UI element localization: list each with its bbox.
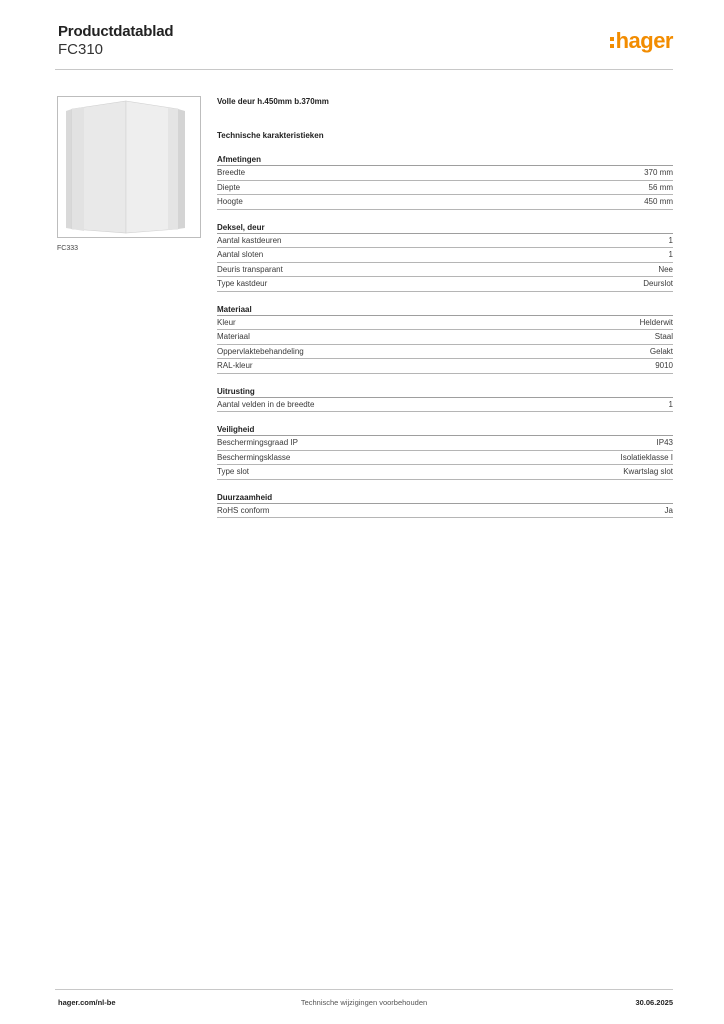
spec-section <box>217 221 673 292</box>
spec-label: RoHS conform <box>217 505 270 515</box>
spec-label: Aantal velden in de breedte <box>217 399 315 409</box>
spec-row <box>217 277 673 292</box>
product-code: FC310 <box>58 41 104 58</box>
spec-row <box>217 345 673 360</box>
spec-section <box>217 491 673 519</box>
document-title: Productdatablad <box>58 23 174 40</box>
section-title: Materiaal <box>217 303 673 316</box>
logo-text: hager <box>615 28 673 53</box>
spec-value: Helderwit <box>639 317 673 327</box>
spec-row <box>217 451 673 466</box>
page-footer <box>55 989 673 1013</box>
spec-section <box>217 423 673 480</box>
product-description: Volle deur h.450mm b.370mm <box>217 97 329 106</box>
cabinet-door-image <box>58 97 200 237</box>
spec-value: Deurslot <box>643 279 673 288</box>
image-caption: FC333 <box>57 245 79 252</box>
spec-label: Beschermingsgraad IP <box>217 438 298 447</box>
spec-label: Beschermingsklasse <box>217 452 291 462</box>
spec-value: 56 mm <box>648 182 673 192</box>
section-title: Afmetingen <box>217 153 673 166</box>
spec-value: 9010 <box>655 361 673 370</box>
section-title: Veiligheid <box>217 423 673 436</box>
spec-label: Aantal kastdeuren <box>217 235 282 245</box>
section-title: Duurzaamheid <box>217 491 673 504</box>
logo-colon-icon <box>610 37 614 48</box>
spec-label: Oppervlaktebehandeling <box>217 346 304 356</box>
spec-value: 370 mm <box>644 168 673 177</box>
page-header <box>55 22 673 70</box>
footer-url[interactable]: hager.com/nl-be <box>58 998 116 1007</box>
spec-row <box>217 234 673 249</box>
spec-value: IP43 <box>656 438 673 447</box>
section-title: Deksel, deur <box>217 221 673 234</box>
spec-value: 1 <box>668 399 673 409</box>
spec-section <box>217 153 673 210</box>
spec-label: Aantal sloten <box>217 250 264 259</box>
spec-label: RAL-kleur <box>217 361 253 370</box>
tech-heading: Technische karakteristieken <box>217 131 324 140</box>
section-title: Uitrusting <box>217 385 673 398</box>
spec-label: Materiaal <box>217 332 250 341</box>
spec-value: 1 <box>668 250 673 259</box>
spec-row <box>217 465 673 480</box>
spec-row <box>217 359 673 374</box>
spec-value: Staal <box>654 332 673 341</box>
spec-value: 1 <box>668 235 673 245</box>
spec-row <box>217 181 673 196</box>
spec-row <box>217 166 673 181</box>
spec-row <box>217 436 673 451</box>
spec-label: Deuris transparant <box>217 264 283 274</box>
hager-logo <box>610 26 673 56</box>
spec-row <box>217 263 673 278</box>
product-image <box>57 96 201 238</box>
spec-value: Isolatieklasse I <box>620 452 673 462</box>
spec-label: Type kastdeur <box>217 279 268 288</box>
spec-value: Kwartslag slot <box>623 467 673 476</box>
spec-label: Hoogte <box>217 197 243 206</box>
spec-row <box>217 248 673 263</box>
spec-value: 450 mm <box>644 197 673 206</box>
spec-sections <box>217 153 673 518</box>
spec-content <box>217 96 673 529</box>
spec-value: Gelakt <box>649 346 673 356</box>
spec-label: Breedte <box>217 168 246 177</box>
spec-value: Nee <box>658 264 673 274</box>
spec-label: Diepte <box>217 182 241 192</box>
spec-label: Type slot <box>217 467 250 476</box>
footer-note: Technische wijzigingen voorbehouden <box>300 998 428 1007</box>
spec-row <box>217 316 673 331</box>
spec-section <box>217 303 673 374</box>
spec-row <box>217 398 673 413</box>
spec-row <box>217 504 673 519</box>
footer-date: 30.06.2025 <box>635 998 673 1007</box>
spec-label: Kleur <box>217 317 236 327</box>
spec-section <box>217 385 673 413</box>
spec-value: Ja <box>664 505 673 515</box>
spec-row <box>217 195 673 210</box>
spec-row <box>217 330 673 345</box>
